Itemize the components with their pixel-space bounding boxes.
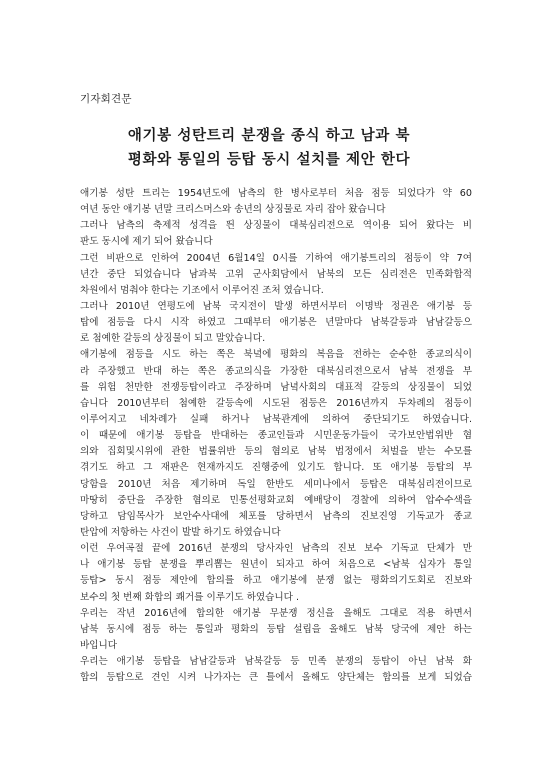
body-line: 당함을 2010년 처음 제기하며 독일 한반도 세미나에서 등탑은 대북심리전이므로 xyxy=(80,478,472,490)
body-line: 이런 우여곡절 끝에 2016년 분쟁의 당사자인 남측의 진보 보수 기독교 단체가 만 xyxy=(80,543,472,555)
body-line: 우리는 애기봉 등탑을 남남갈등과 남북갈등 등 민족 분쟁의 등탑이 아닌 남북 화 xyxy=(80,656,472,668)
body-line: 판도 동시에 제기 되어 왔습니다 xyxy=(80,236,213,248)
body-line: 겪기도 하고 그 재판은 현재까지도 진행중에 있기도 합니다. 또 애기봉 등탑의 부 xyxy=(80,462,472,474)
body-line: 애기봉 성탄 트리는 1954년도에 남측의 한 병사로부터 처음 점등 되었다가 약 60 xyxy=(80,188,472,199)
body-line: 로 첨예한 갈등의 상징물이 되고 말았습니다. xyxy=(80,333,266,345)
body-line: 애기봉에 점등을 시도 하는 쪽은 북녘에 평화의 복음을 전하는 순수한 종교의식이 xyxy=(80,349,472,361)
body-line: 그런 비판으로 인하여 2004년 6월14일 0시를 기하여 애기봉트리의 점등이 약 7여 xyxy=(80,252,472,264)
body-line: 보수의 첫 번째 화합의 쾌거를 이루기도 하였습니다 . xyxy=(80,591,300,603)
body-line: 그러나 2010년 연평도에 남북 국지전이 발생 하면서부터 이명박 정권은 애기봉 등 xyxy=(80,300,472,312)
document-body xyxy=(80,186,472,686)
document-label: 기자회견문 xyxy=(80,93,132,105)
body-line: 마땅히 중단을 주장한 혐의로 민통선평화교회 예배당이 경찰에 의하여 압수수색을 xyxy=(80,494,472,506)
body-line: 우리는 작년 2016년에 합의한 애기봉 무분쟁 정신을 올해도 그대로 적용 하면서 xyxy=(80,607,472,619)
body-line: 라 주장했고 반대 하는 쪽은 종교의식을 가장한 대북심리전으로서 남북 전쟁을 부 xyxy=(80,365,472,377)
body-line: 이 때문에 애기봉 등탑을 반대하는 종교인들과 시민운동가들이 국가보안법위반 혐 xyxy=(80,430,472,442)
body-line: 년간 중단 되었습니다 남과북 고위 군사회담에서 남북의 모든 심리전은 민족화합적 xyxy=(80,268,472,280)
body-line: 당하고 담임목사가 보안수사대에 체포를 당하면서 남측의 진보진영 기독교가 종교 xyxy=(80,510,472,522)
body-line: 탑에 점등을 다시 시작 하였고 그때부터 애기봉은 년말마다 남북갈등과 남남갈등으 xyxy=(80,317,472,329)
document-title-line-1: 애기봉 성탄트리 분쟁을 종식 하고 남과 북 xyxy=(127,128,411,144)
body-line: 차원에서 멈춰야 한다는 기조에서 이루어진 조처 였습니다. xyxy=(80,284,324,296)
body-line: 여년 동안 애기봉 년말 크리스머스와 송년의 상징물로 자리 잡아 왔습니다 xyxy=(80,204,386,216)
body-line: 를 위험 천만한 전쟁등탑이라고 주장하며 남녘사회의 대표적 갈등의 상징물이 되었 xyxy=(80,381,472,393)
body-line: 합의 등탑으로 견인 시켜 나가자는 큰 틀에서 올해도 양단체는 합의를 보게 되었습 xyxy=(80,672,472,684)
document-title-line-2: 평화와 통일의 등탑 동시 설치를 제안 한다 xyxy=(127,152,411,168)
body-line: 의와 집회및시위에 관한 법률위반 등의 혐의로 남북 법정에서 처벌을 받는 수모를 xyxy=(80,446,472,458)
body-line: 등탑> 동시 점등 제안에 합의를 하고 애기봉에 분쟁 없는 평화의기도회로 진보와 xyxy=(80,575,472,587)
body-line: 이루어지고 네차례가 실패 하거나 남북관계에 의하여 중단되기도 하였습니다. xyxy=(80,413,472,425)
body-line: 그러나 남측의 축제적 성격을 띈 상징물이 대북심리전으로 역이용 되어 왔다는 비 xyxy=(80,220,472,232)
body-line: 습니다 2010년부터 첨예한 갈등속에 시도된 점등은 2016년까지 두차례의 점등이 xyxy=(80,397,472,409)
body-line: 나 애기봉 등탑 분쟁을 뿌리뽑는 원년이 되자고 하여 처음으로 <남북 십자가 통일 xyxy=(80,559,472,571)
body-line: 탄압에 저항하는 사건이 발발 하기도 하였습니다 xyxy=(80,526,281,538)
body-line: 남북 동시에 점등 하는 통일과 평화의 등탑 설립을 올해도 남북 당국에 제안 하는 xyxy=(80,623,472,635)
body-line: 바입니다 xyxy=(80,639,118,651)
